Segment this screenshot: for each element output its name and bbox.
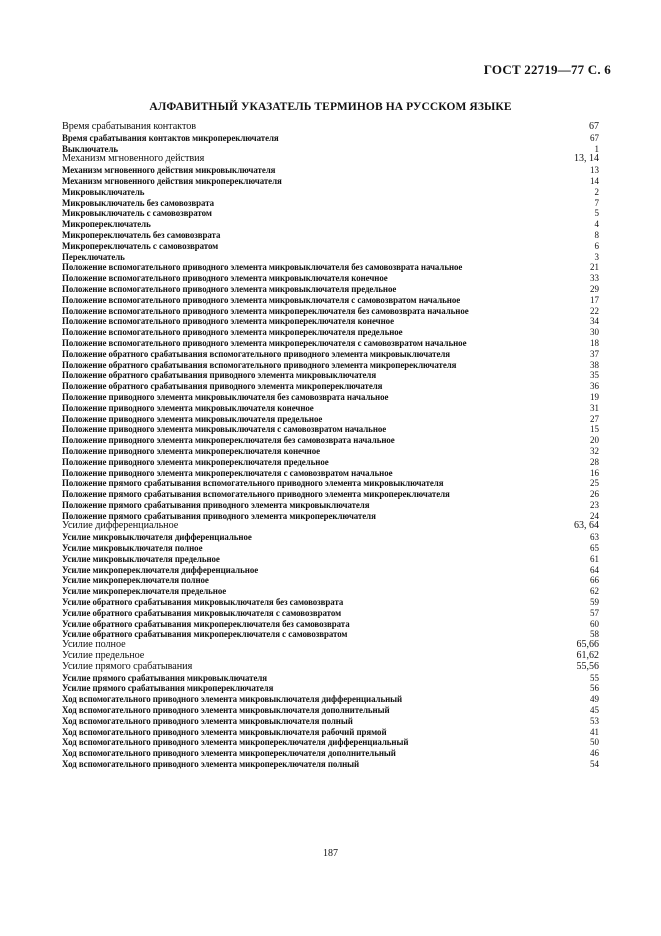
index-entry bbox=[62, 273, 599, 284]
index-term-number: 32 bbox=[590, 445, 599, 456]
index-term: Положение приводного элемента микровыключателя с самовозвратом начальное bbox=[62, 424, 387, 435]
index-term-number: 38 bbox=[590, 359, 599, 370]
index-term-number: 8 bbox=[594, 229, 599, 240]
index-term-number: 67 bbox=[590, 132, 599, 143]
index-entry bbox=[62, 370, 599, 381]
index-term-number: 4 bbox=[594, 219, 599, 230]
index-term-number: 21 bbox=[590, 262, 599, 273]
index-term-number: 41 bbox=[590, 726, 599, 737]
index-entry bbox=[62, 565, 599, 576]
index-term-number: 54 bbox=[590, 759, 599, 770]
index-term-number: 61 bbox=[590, 553, 599, 564]
index-term-number: 1 bbox=[594, 143, 599, 154]
index-term-number: 18 bbox=[590, 337, 599, 348]
index-term-number: 17 bbox=[590, 294, 599, 305]
index-term-number: 50 bbox=[590, 737, 599, 748]
index-term: Положение приводного элемента микропереключателя конечное bbox=[62, 445, 320, 456]
index-entry bbox=[62, 392, 599, 403]
index-entry bbox=[62, 154, 599, 165]
index-entry bbox=[62, 727, 599, 738]
index-term: Ход вспомогательного приводного элемента микропереключателя полный bbox=[62, 759, 360, 770]
index-term: Положение обратного срабатывания приводного элемента микровыключателя bbox=[62, 370, 377, 381]
index-term: Усилие микровыключателя дифференциальное bbox=[62, 532, 252, 543]
index-term-number: 59 bbox=[590, 597, 599, 608]
index-term: Ход вспомогательного приводного элемента микровыключателя дифференциальный bbox=[62, 694, 403, 705]
index-term-number: 23 bbox=[590, 499, 599, 510]
index-term-number: 55,56 bbox=[576, 660, 599, 672]
index-term: Положение приводного элемента микропереключателя без самовозврата начальное bbox=[62, 435, 395, 446]
index-entry bbox=[62, 338, 599, 349]
index-entry bbox=[62, 575, 599, 586]
index-term: Усилие микровыключателя предельное bbox=[62, 553, 220, 564]
index-entry bbox=[62, 446, 599, 457]
index-entry bbox=[62, 489, 599, 500]
index-term-number: 55 bbox=[590, 672, 599, 683]
index-term-number: 28 bbox=[590, 456, 599, 467]
index-term: Усилие обратного срабатывания микропереключателя с самовозвратом bbox=[62, 629, 348, 640]
index-term-number: 27 bbox=[590, 413, 599, 424]
index-term: Усилие предельное bbox=[62, 650, 145, 662]
index-term: Ход вспомогательного приводного элемента микровыключателя полный bbox=[62, 715, 353, 726]
index-term-number: 20 bbox=[590, 435, 599, 446]
index-term-number: 13 bbox=[590, 165, 599, 176]
index-term-number: 7 bbox=[594, 197, 599, 208]
index-entry bbox=[62, 360, 599, 371]
index-term: Ход вспомогательного приводного элемента микровыключателя дополнительный bbox=[62, 705, 390, 716]
index-entry bbox=[62, 133, 599, 144]
index-term: Усилие обратного срабатывания микропереключателя без самовозврата bbox=[62, 618, 350, 629]
index-term: Положение прямого срабатывания вспомогательного приводного элемента микропереключателя bbox=[62, 489, 450, 500]
index-term: Ход вспомогательного приводного элемента микропереключателя дифференциальный bbox=[62, 737, 409, 748]
index-term-number: 53 bbox=[590, 715, 599, 726]
index-term-number: 30 bbox=[590, 327, 599, 338]
index-entry bbox=[62, 187, 599, 198]
index-term-number: 22 bbox=[590, 305, 599, 316]
index-term: Положение обратного срабатывания вспомогательного приводного элемента микропереключателя bbox=[62, 359, 457, 370]
index-term-number: 29 bbox=[590, 283, 599, 294]
index-term-number: 49 bbox=[590, 694, 599, 705]
index-term: Время срабатывания контактов bbox=[62, 121, 197, 132]
index-term-number: 62 bbox=[590, 586, 599, 597]
index-term: Положение вспомогательного приводного элемента микровыключателя предельное bbox=[62, 283, 397, 294]
index-term-number: 65 bbox=[590, 543, 599, 554]
index-term-number: 67 bbox=[589, 121, 599, 132]
index-entry bbox=[62, 435, 599, 446]
index-term-number: 57 bbox=[590, 607, 599, 618]
index-term-number: 61,62 bbox=[576, 650, 599, 662]
index-entry bbox=[62, 252, 599, 263]
index-term-number: 46 bbox=[590, 748, 599, 759]
index-entry bbox=[62, 716, 599, 727]
index-entry bbox=[62, 619, 599, 630]
page-number: 187 bbox=[323, 848, 338, 859]
index-term-number: 64 bbox=[590, 564, 599, 575]
index-term: Усилие дифференциальное bbox=[62, 520, 179, 532]
index-entry bbox=[62, 478, 599, 489]
index-term-number: 19 bbox=[590, 391, 599, 402]
index-entry bbox=[62, 554, 599, 565]
index-term-number: 5 bbox=[594, 208, 599, 219]
index-term: Положение вспомогательного приводного элемента микропереключателя с самовозвратом начальное bbox=[62, 337, 467, 348]
index-term: Положение вспомогательного приводного элемента микровыключателя с самовозвратом начальное bbox=[62, 294, 461, 305]
index-term: Положение вспомогательного приводного элемента микропереключателя без самовозврата начальное bbox=[62, 305, 469, 316]
index-term: Микропереключатель без самовозврата bbox=[62, 229, 221, 240]
index-term-number: 16 bbox=[590, 467, 599, 478]
index-term-number: 25 bbox=[590, 478, 599, 489]
index-term: Положение приводного элемента микровыключателя без самовозврата начальное bbox=[62, 391, 389, 402]
index-term-number: 33 bbox=[590, 273, 599, 284]
index-term-number: 36 bbox=[590, 381, 599, 392]
index-term: Усилие микропереключателя предельное bbox=[62, 586, 227, 597]
index-term: Ход вспомогательного приводного элемента микровыключателя рабочий прямой bbox=[62, 726, 387, 737]
index-term: Микровыключатель без самовозврата bbox=[62, 197, 215, 208]
index-entry bbox=[62, 198, 599, 209]
index-term: Усилие прямого срабатывания микровыключателя bbox=[62, 672, 268, 683]
index-term-number: 31 bbox=[590, 402, 599, 413]
index-entry bbox=[62, 468, 599, 479]
index-term: Выключатель bbox=[62, 143, 119, 154]
index-term: Механизм мгновенного действия bbox=[62, 153, 205, 165]
index-entry bbox=[62, 208, 599, 219]
index-term: Положение обратного срабатывания вспомогательного приводного элемента микровыключателя bbox=[62, 348, 451, 359]
index-entry bbox=[62, 759, 599, 770]
index-term-number: 58 bbox=[590, 629, 599, 640]
index-term: Время срабатывания контактов микропереключателя bbox=[62, 132, 279, 143]
page-title: АЛФАВИТНЫЙ УКАЗАТЕЛЬ ТЕРМИНОВ НА РУССКОМ ЯЗЫКЕ bbox=[149, 101, 512, 113]
index-entry bbox=[62, 262, 599, 273]
index-entry bbox=[62, 414, 599, 425]
index-term: Усилие полное bbox=[62, 639, 126, 651]
index-entry bbox=[62, 737, 599, 748]
index-entry bbox=[62, 673, 599, 684]
index-entry bbox=[62, 597, 599, 608]
index-term-number: 35 bbox=[590, 370, 599, 381]
index-term: Положение вспомогательного приводного элемента микровыключателя конечное bbox=[62, 273, 388, 284]
index-entry bbox=[62, 662, 599, 673]
index-entry bbox=[62, 586, 599, 597]
index-term: Микропереключатель bbox=[62, 219, 151, 230]
index-term-number: 65,66 bbox=[576, 639, 599, 651]
index-term: Переключатель bbox=[62, 251, 125, 262]
index-term-number: 6 bbox=[594, 240, 599, 251]
index-term-number: 3 bbox=[594, 251, 599, 262]
index-term-number: 13, 14 bbox=[574, 153, 599, 165]
index-entry bbox=[62, 349, 599, 360]
index-entry bbox=[62, 219, 599, 230]
index-term-number: 15 bbox=[590, 424, 599, 435]
index-term-number: 24 bbox=[590, 510, 599, 521]
index-term: Усилие прямого срабатывания bbox=[62, 660, 193, 672]
index-entry bbox=[62, 543, 599, 554]
index-entry bbox=[62, 500, 599, 511]
index-entry bbox=[62, 683, 599, 694]
index-term-number: 56 bbox=[590, 683, 599, 694]
index-list bbox=[62, 122, 599, 770]
index-term: Усилие микровыключателя полное bbox=[62, 543, 203, 554]
index-term: Положение прямого срабатывания приводного элемента микровыключателя bbox=[62, 499, 370, 510]
index-term: Усилие обратного срабатывания микровыключателя с самовозвратом bbox=[62, 607, 342, 618]
index-term: Положение прямого срабатывания приводного элемента микропереключателя bbox=[62, 510, 376, 521]
index-term: Положение приводного элемента микровыключателя конечное bbox=[62, 402, 314, 413]
document-header: ГОСТ 22719—77 С. 6 bbox=[483, 62, 611, 77]
index-term: Микропереключатель с самовозвратом bbox=[62, 240, 219, 251]
index-entry bbox=[62, 176, 599, 187]
index-term: Микровыключатель bbox=[62, 186, 145, 197]
index-term-number: 60 bbox=[590, 618, 599, 629]
index-entry bbox=[62, 165, 599, 176]
index-entry bbox=[62, 295, 599, 306]
index-entry bbox=[62, 306, 599, 317]
index-term: Ход вспомогательного приводного элемента микропереключателя дополнительный bbox=[62, 748, 396, 759]
index-term: Положение вспомогательного приводного элемента микропереключателя конечное bbox=[62, 316, 394, 327]
index-entry bbox=[62, 284, 599, 295]
index-term-number: 2 bbox=[594, 186, 599, 197]
index-term: Усилие микропереключателя полное bbox=[62, 575, 209, 586]
index-term: Усилие прямого срабатывания микропереключателя bbox=[62, 683, 274, 694]
index-term-number: 63, 64 bbox=[574, 520, 599, 532]
index-entry bbox=[62, 230, 599, 241]
index-term: Положение приводного элемента микропереключателя с самовозвратом начальное bbox=[62, 467, 393, 478]
index-term-number: 45 bbox=[590, 705, 599, 716]
index-term: Механизм мгновенного действия микропереключателя bbox=[62, 175, 282, 186]
index-term-number: 26 bbox=[590, 489, 599, 500]
index-entry bbox=[62, 241, 599, 252]
index-term: Микровыключатель с самовозвратом bbox=[62, 208, 212, 219]
index-entry bbox=[62, 629, 599, 640]
index-entry bbox=[62, 608, 599, 619]
index-entry bbox=[62, 748, 599, 759]
index-term: Усилие обратного срабатывания микровыключателя без самовозврата bbox=[62, 597, 344, 608]
index-entry bbox=[62, 521, 599, 532]
index-entry bbox=[62, 327, 599, 338]
index-term: Положение приводного элемента микропереключателя предельное bbox=[62, 456, 329, 467]
index-term: Положение обратного срабатывания приводного элемента микропереключателя bbox=[62, 381, 383, 392]
index-term-number: 66 bbox=[590, 575, 599, 586]
index-term-number: 63 bbox=[590, 532, 599, 543]
index-entry bbox=[62, 694, 599, 705]
index-entry bbox=[62, 532, 599, 543]
index-term: Механизм мгновенного действия микровыключателя bbox=[62, 165, 276, 176]
index-term: Положение вспомогательного приводного элемента микропереключателя предельное bbox=[62, 327, 403, 338]
index-entry bbox=[62, 424, 599, 435]
index-entry bbox=[62, 122, 599, 133]
index-term-number: 37 bbox=[590, 348, 599, 359]
index-term-number: 14 bbox=[590, 175, 599, 186]
index-term: Положение прямого срабатывания вспомогательного приводного элемента микровыключателя bbox=[62, 478, 444, 489]
index-entry bbox=[62, 381, 599, 392]
index-entry bbox=[62, 316, 599, 327]
index-entry bbox=[62, 403, 599, 414]
index-term: Положение приводного элемента микровыключателя предельное bbox=[62, 413, 323, 424]
index-term-number: 34 bbox=[590, 316, 599, 327]
index-entry bbox=[62, 705, 599, 716]
index-term: Положение вспомогательного приводного элемента микровыключателя без самовозврата начальное bbox=[62, 262, 463, 273]
index-term: Усилие микропереключателя дифференциальное bbox=[62, 564, 259, 575]
index-entry bbox=[62, 457, 599, 468]
